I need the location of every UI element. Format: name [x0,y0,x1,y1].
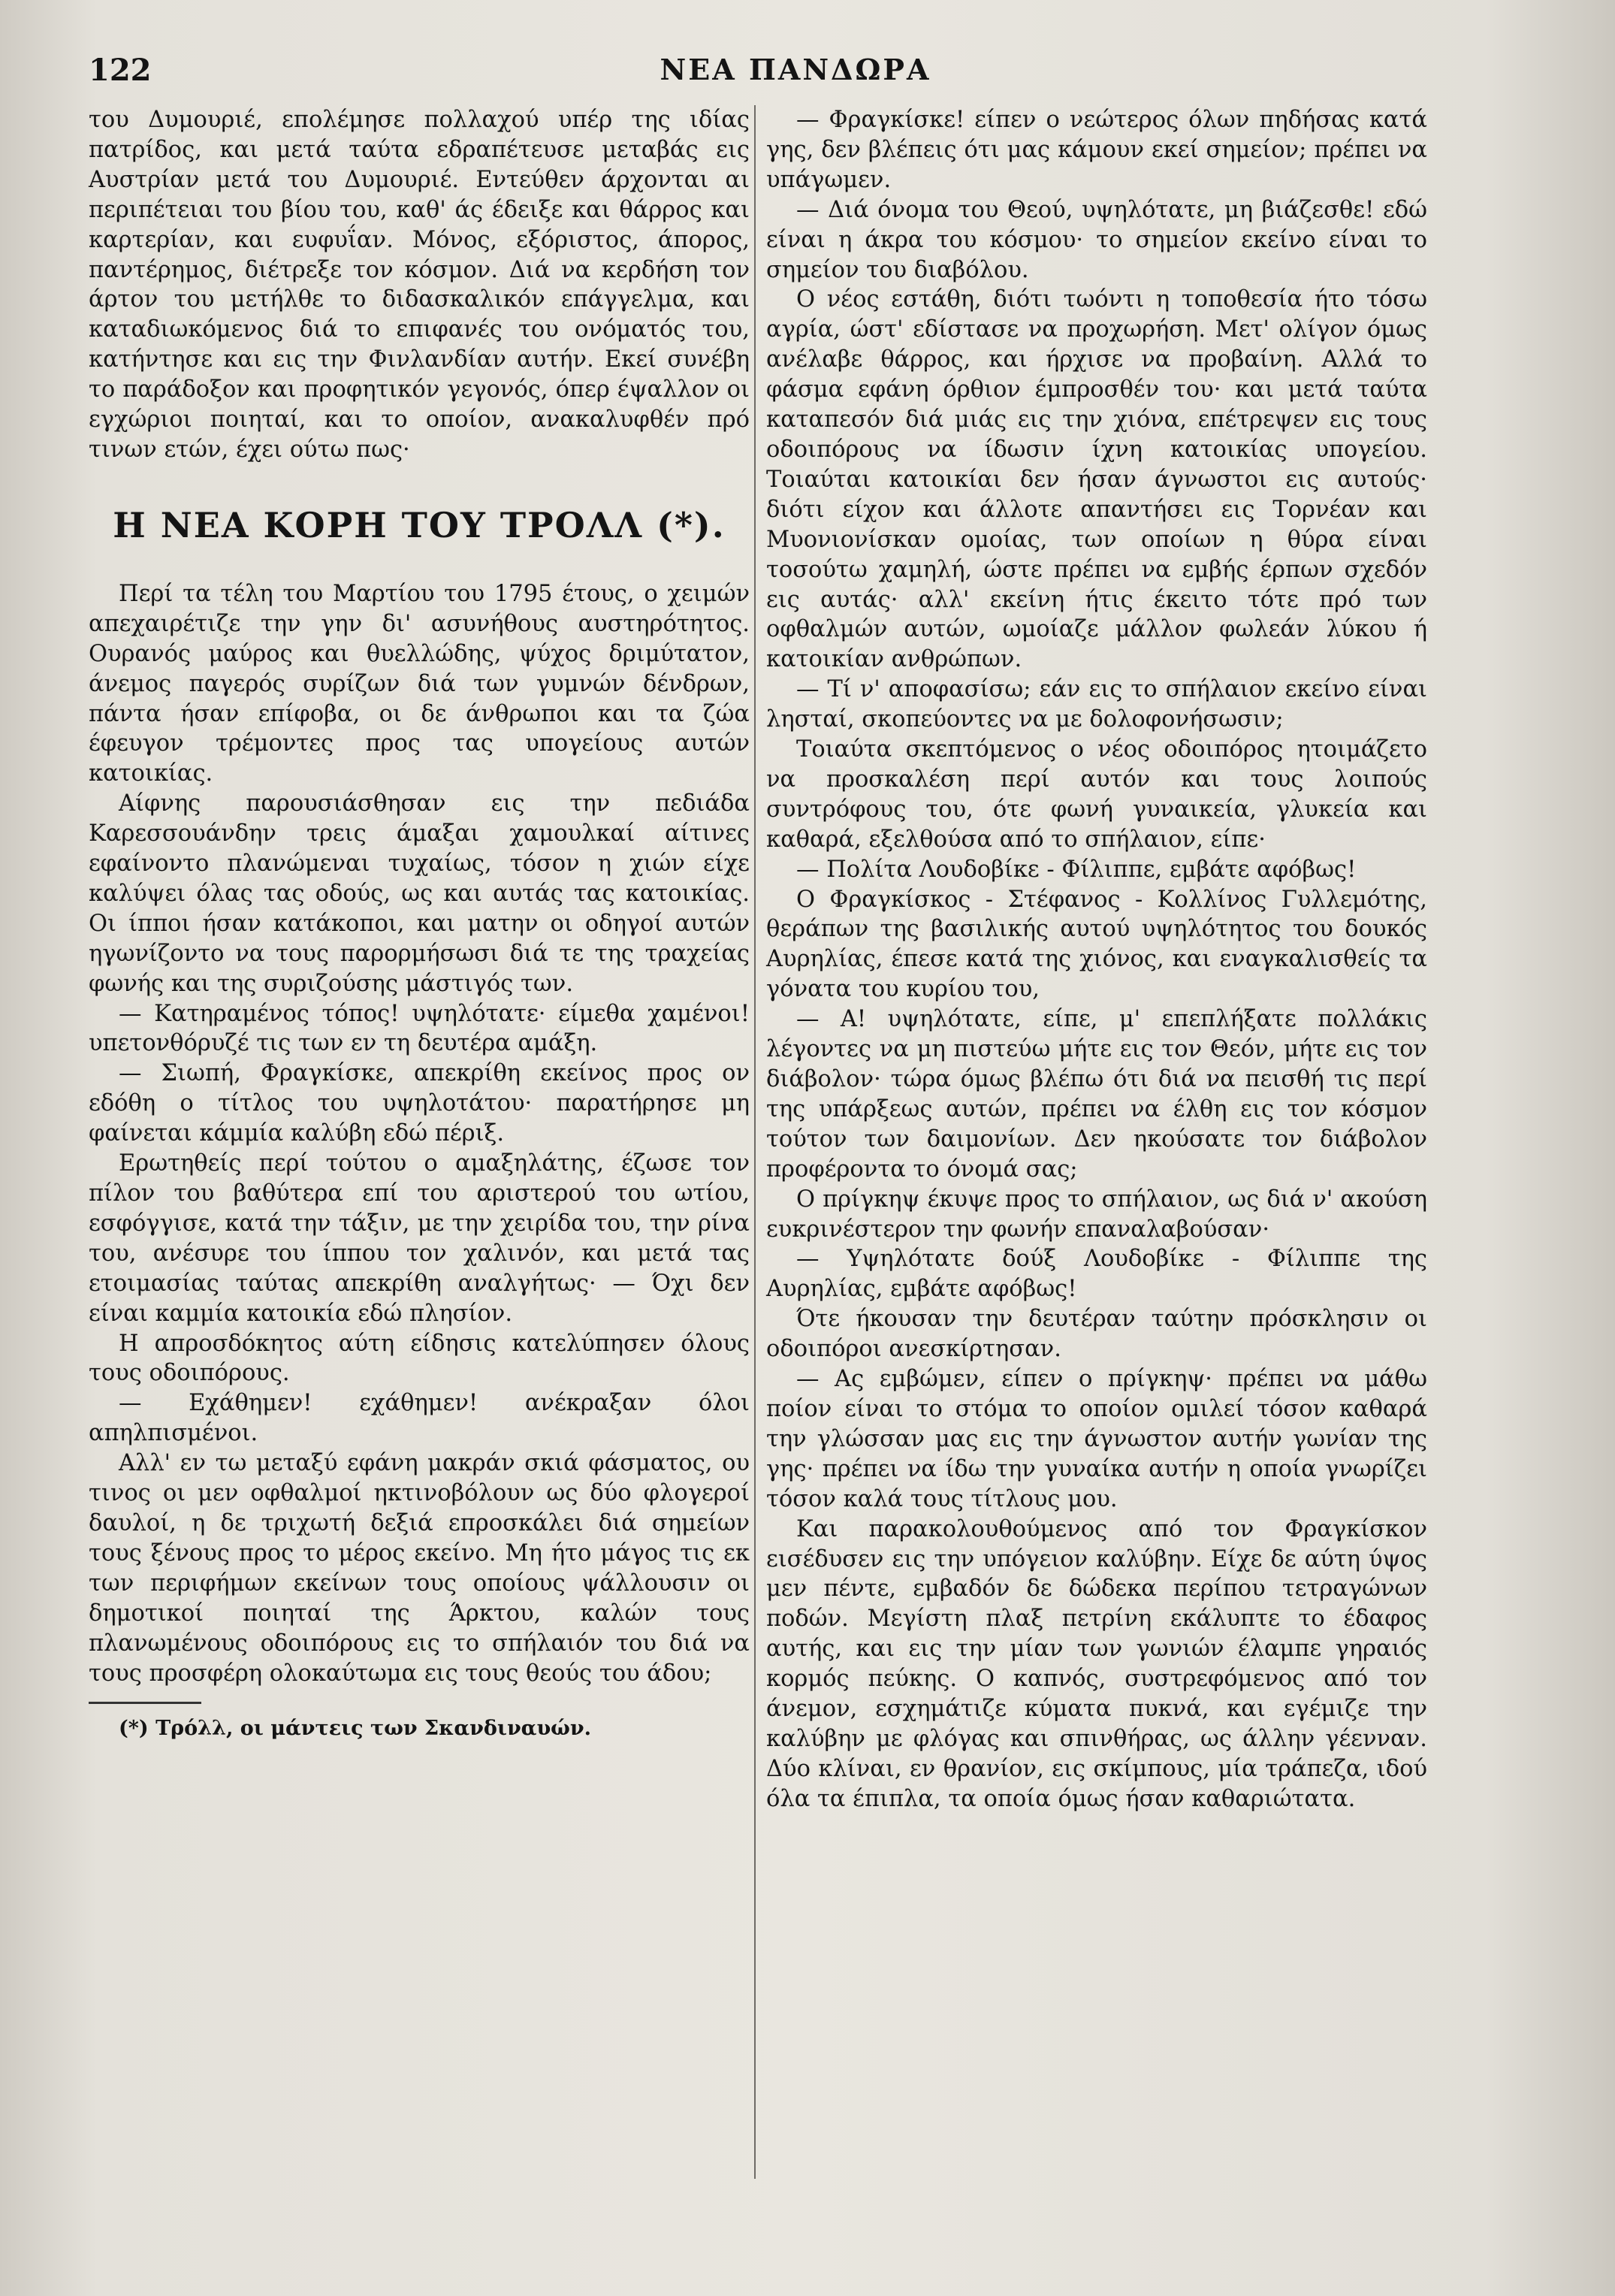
footnote-rule [89,1702,201,1704]
paragraph: Και παρακολουθούμενος από τον Φραγκίσκον εισέδυσεν εις την υπόγειον καλύβην. Είχε δε αύτη ύψος μεν πέντε, εμβαδόν δε δώδεκα περίπου τετραγώνων ποδών. Μεγίστη πλαξ πετρίνη εκάλυπτε το έδαφος αυτής, και εις την μίαν των γωνιών έλαμπε γηραιός κορμός πεύκης. Ο καπνός, συστρεφόμενος από τον άνεμον, εσχημάτιζε κύματα πυκνά, και εγέμιζε την καλύβην με φλόγας και σπινθήρας, ως άλλην γέενναν. Δύο κλίναι, εν θρανίον, εις σκίμπους, μία τράπεζα, ιδού όλα τα έπιπλα, τα οποία όμως ήσαν καθαριώτατα. [766,1515,1427,1812]
left-column [89,105,750,1742]
dialogue-line: — Πολίτα Λουδοβίκε - Φίλιππε, εμβάτε αφόβως! [796,856,1357,883]
footnote: (*) Τρόλλ, οι μάντεις των Σκανδιναυών. [119,1717,592,1741]
dialogue-line: — Α! υψηλότατε, είπε, μ' επεπλήξατε πολλάκις λέγοντες να μη πιστεύω μήτε εις τον Θεόν, μήτε εις τον διάβολον· τώρα όμως βλέπω ότι διά να πεισθή τις περί της υπάρξεως αυτών, πρέπει να έλθη εις τον κόσμον τούτον των δαιμονίων. Δεν ηκούσατε τον διάβολον προφέροντα το όνομά σας; [766,1006,1427,1183]
dialogue-line: — Υψηλότατε δούξ Λουδοβίκε - Φίλιππε της Αυρηλίας, εμβάτε αφόβως! [766,1246,1427,1303]
paragraph: Τοιαύτα σκεπτόμενος ο νέος οδοιπόρος ητοιμάζετο να προσκαλέση περί αυτόν και τους λοιπούς συντρόφους του, ότε φωνή γυναικεία, γλυκεία και καθαρά, εξελθούσα από το σπήλαιον, είπε· [766,736,1427,853]
dialogue-line: — Ας εμβώμεν, είπεν ο πρίγκηψ· πρέπει να μάθω ποίον είναι το στόμα το οποίον ομιλεί τόσον καθαρά την γλώσσαν μας εις την άγνωστον αυτήν γωνίαν της γης· πρέπει να ίδω την γυναίκα αυτήν η οποία γνωρίζει τόσον καλά τους τίτλους μου. [766,1366,1427,1512]
dialogue-line: — Φραγκίσκε! είπεν ο νεώτερος όλων πηδήσας κατά γης, δεν βλέπεις ότι μας κάμουν εκεί σημείον; πρέπει να υπάγωμεν. [766,107,1427,193]
running-title: ΝΕΑ ΠΑΝΔΩΡΑ [660,53,931,86]
paragraph: Ο νέος εστάθη, διότι τωόντι η τοποθεσία ήτο τόσω αγρία, ώστ' εδίστασε να προχωρήση. Μετ' ολίγον όμως ανέλαβε θάρρος, και ήρχισε να προβαίνη. Αλλά το φάσμα εφάνη όρθιον έμπροσθέν του· και μετά ταύτα καταπεσόν διά μιάς εις την χιόνα, επέτρεψεν εις τους οδοιπόρους να ίδωσιν ίχνη κατοικίας υπογείου. Τοιαύται κατοικίαι δεν ήσαν άγνωστοι εις αυτούς· διότι είχον και άλλοτε απαντήσει εις Τορνέαν και Μυονιονίσκαν ομοίας, των οποίων η θύρα είναι τοσούτω χαμηλή, ώστε πρέπει να εμβής έρπων σχεδόν εις αυτάς· αλλ' εκείνη ήτις έκειτο τότε πρό των οφθαλμών αυτών, ωμοίαζε μάλλον φωλεάν λύκου ή κατοικίαν ανθρώπων. [766,286,1427,673]
paragraph: Ο Φραγκίσκος - Στέφανος - Κολλίνος Γυλλεμότης, θεράπων της βασιλικής αυτού υψηλότητος του δουκός Αυρηλίας, έπεσε κατά της χιόνος, και εναγκαλισθείς τα γόνατα του κυρίου του, [766,886,1427,1003]
dialogue-line: — Διά όνομα του Θεού, υψηλότατε, μη βιάζεσθε! εδώ είναι η άκρα του κόσμου· το σημείον εκείνο είναι το σημείον του διαβόλου. [766,196,1427,283]
paragraph: Αίφνης παρουσιάσθησαν εις την πεδιάδα Καρεσσουάνδην τρεις άμαξαι χαμουλκαί αίτινες εφαίνοντο πλανώμεναι τυχαίως, τόσον η χιών είχε καλύψει όλας τας οδούς, ως και αυτάς τας κατοικίας. Οι ίπποι ήσαν κατάκοποι, και ματην οι οδηγοί αυτών ηγωνίζοντο να τους παρορμήσωσι διά τε της τραχείας φωνής και της συριζούσης μάστιγός των. [89,790,750,997]
intro-paragraph: του Δυμουριέ, επολέμησε πολλαχού υπέρ της ιδίας πατρίδος, και μετά ταύτα εδραπέτευσε μεταβάς εις Αυστρίαν μετά του Δυμουριέ. Εντεύθεν άρχονται αι περιπέτειαι του βίου του, καθ' άς έδειξε και θάρρος και καρτερίαν, και ευφυΐαν. Μόνος, εξόριστος, άπορος, παντέρημος, διέτρεξε τον κόσμον. Διά να κερδήση τον άρτον του μετήλθε το διδασκαλικόν επάγγελμα, και καταδιωκόμενος διά το επιφανές του ονόματός του, κατήντησε και εις την Φινλανδίαν αυτήν. Εκεί συνέβη το παράδοξον και προφητικόν γεγονός, όπερ έψαλλον οι εγχώριοι ποιηταί, και το οποίον, ανακαλυφθέν πρό τινων ετών, έχει ούτω πως· [89,107,750,463]
story-title: Η ΝΕΑ ΚΟΡΗ ΤΟΥ ΤΡΟΛΛ (*). [113,504,726,545]
right-column [766,105,1427,1814]
paragraph: Ερωτηθείς περί τούτου ο αμαξηλάτης, έζωσε τον πίλον του βαθύτερα επί του αριστερού του ωτίου, εσφόγγισε, κατά την τάξιν, με την χειρίδα του, την ρίνα του, ανέσυρε του ίππου τον χαλινόν, και μετά τας ετοιμασίας ταύτας απεκρίθη αναλγήτως· — Όχι δεν είναι καμμία κατοικία εδώ πλησίον. [89,1150,750,1327]
page-number: 122 [89,53,152,88]
dialogue-line: — Τί ν' αποφασίσω; εάν εις το σπήλαιον εκείνο είναι λησταί, σκοπεύοντες να με δολοφονήσωσιν; [766,676,1427,733]
page-header [89,53,1502,98]
paragraph: Ότε ήκουσαν την δευτέραν ταύτην πρόσκλησιν οι οδοιπόροι ανεσκίρτησαν. [766,1306,1427,1363]
dialogue-line: — Κατηραμένος τόπος! υψηλότατε· είμεθα χαμένοι! υπετονθόρυζέ τις των εν τη δευτέρα αμάξη. [89,1000,750,1057]
column-divider [754,105,756,2179]
dialogue-line: — Εχάθημεν! εχάθημεν! ανέκραξαν όλοι απηλπισμένοι. [89,1390,750,1447]
paragraph: Αλλ' εν τω μεταξύ εφάνη μακράν σκιά φάσματος, ου τινος οι μεν οφθαλμοί ηκτινοβόλουν ως δύο φλογεροί δαυλοί, η δε τριχωτή δεξιά επροσκάλει διά σημείων τους ξένους προς το μέρος εκείνο. Μη ήτο μάγος τις εκ των περιφήμων εκείνων τους οποίους ψάλλουσιν οι δημοτικοί ποιηταί της Άρκτου, καλών τους πλανωμένους οδοιπόρους εις το σπήλαιόν του διά να τους προσφέρη ολοκαύτωμα εις τους θεούς του άδου; [89,1450,750,1687]
dialogue-line: — Σιωπή, Φραγκίσκε, απεκρίθη εκείνος προς ον εδόθη ο τίτλος του υψηλοτάτου· παρατήρησε μη φαίνεται κάμμία καλύβη εδώ πέριξ. [89,1060,750,1147]
paragraph: Η απροσδόκητος αύτη είδησις κατελύπησεν όλους τους οδοιπόρους. [89,1330,750,1387]
paragraph: Περί τα τέλη του Μαρτίου του 1795 έτους, ο χειμών απεχαιρέτιζε την γην δι' ασυνήθους αυστηρότητος. Ουρανός μαύρος και θυελλώδης, ψύχος δριμύτατον, άνεμος παγερός συρίζων διά των γυμνών δένδρων, πάντα ήσαν επίφοβα, οι δε άνθρωποι και τα ζώα έφευγον τρέμοντες προς τας υπογείους αυτών κατοικίας. [89,580,750,787]
paragraph: Ο πρίγκηψ έκυψε προς το σπήλαιον, ως διά ν' ακούση ευκρινέστερον την φωνήν επαναλαβούσαν· [766,1186,1427,1243]
